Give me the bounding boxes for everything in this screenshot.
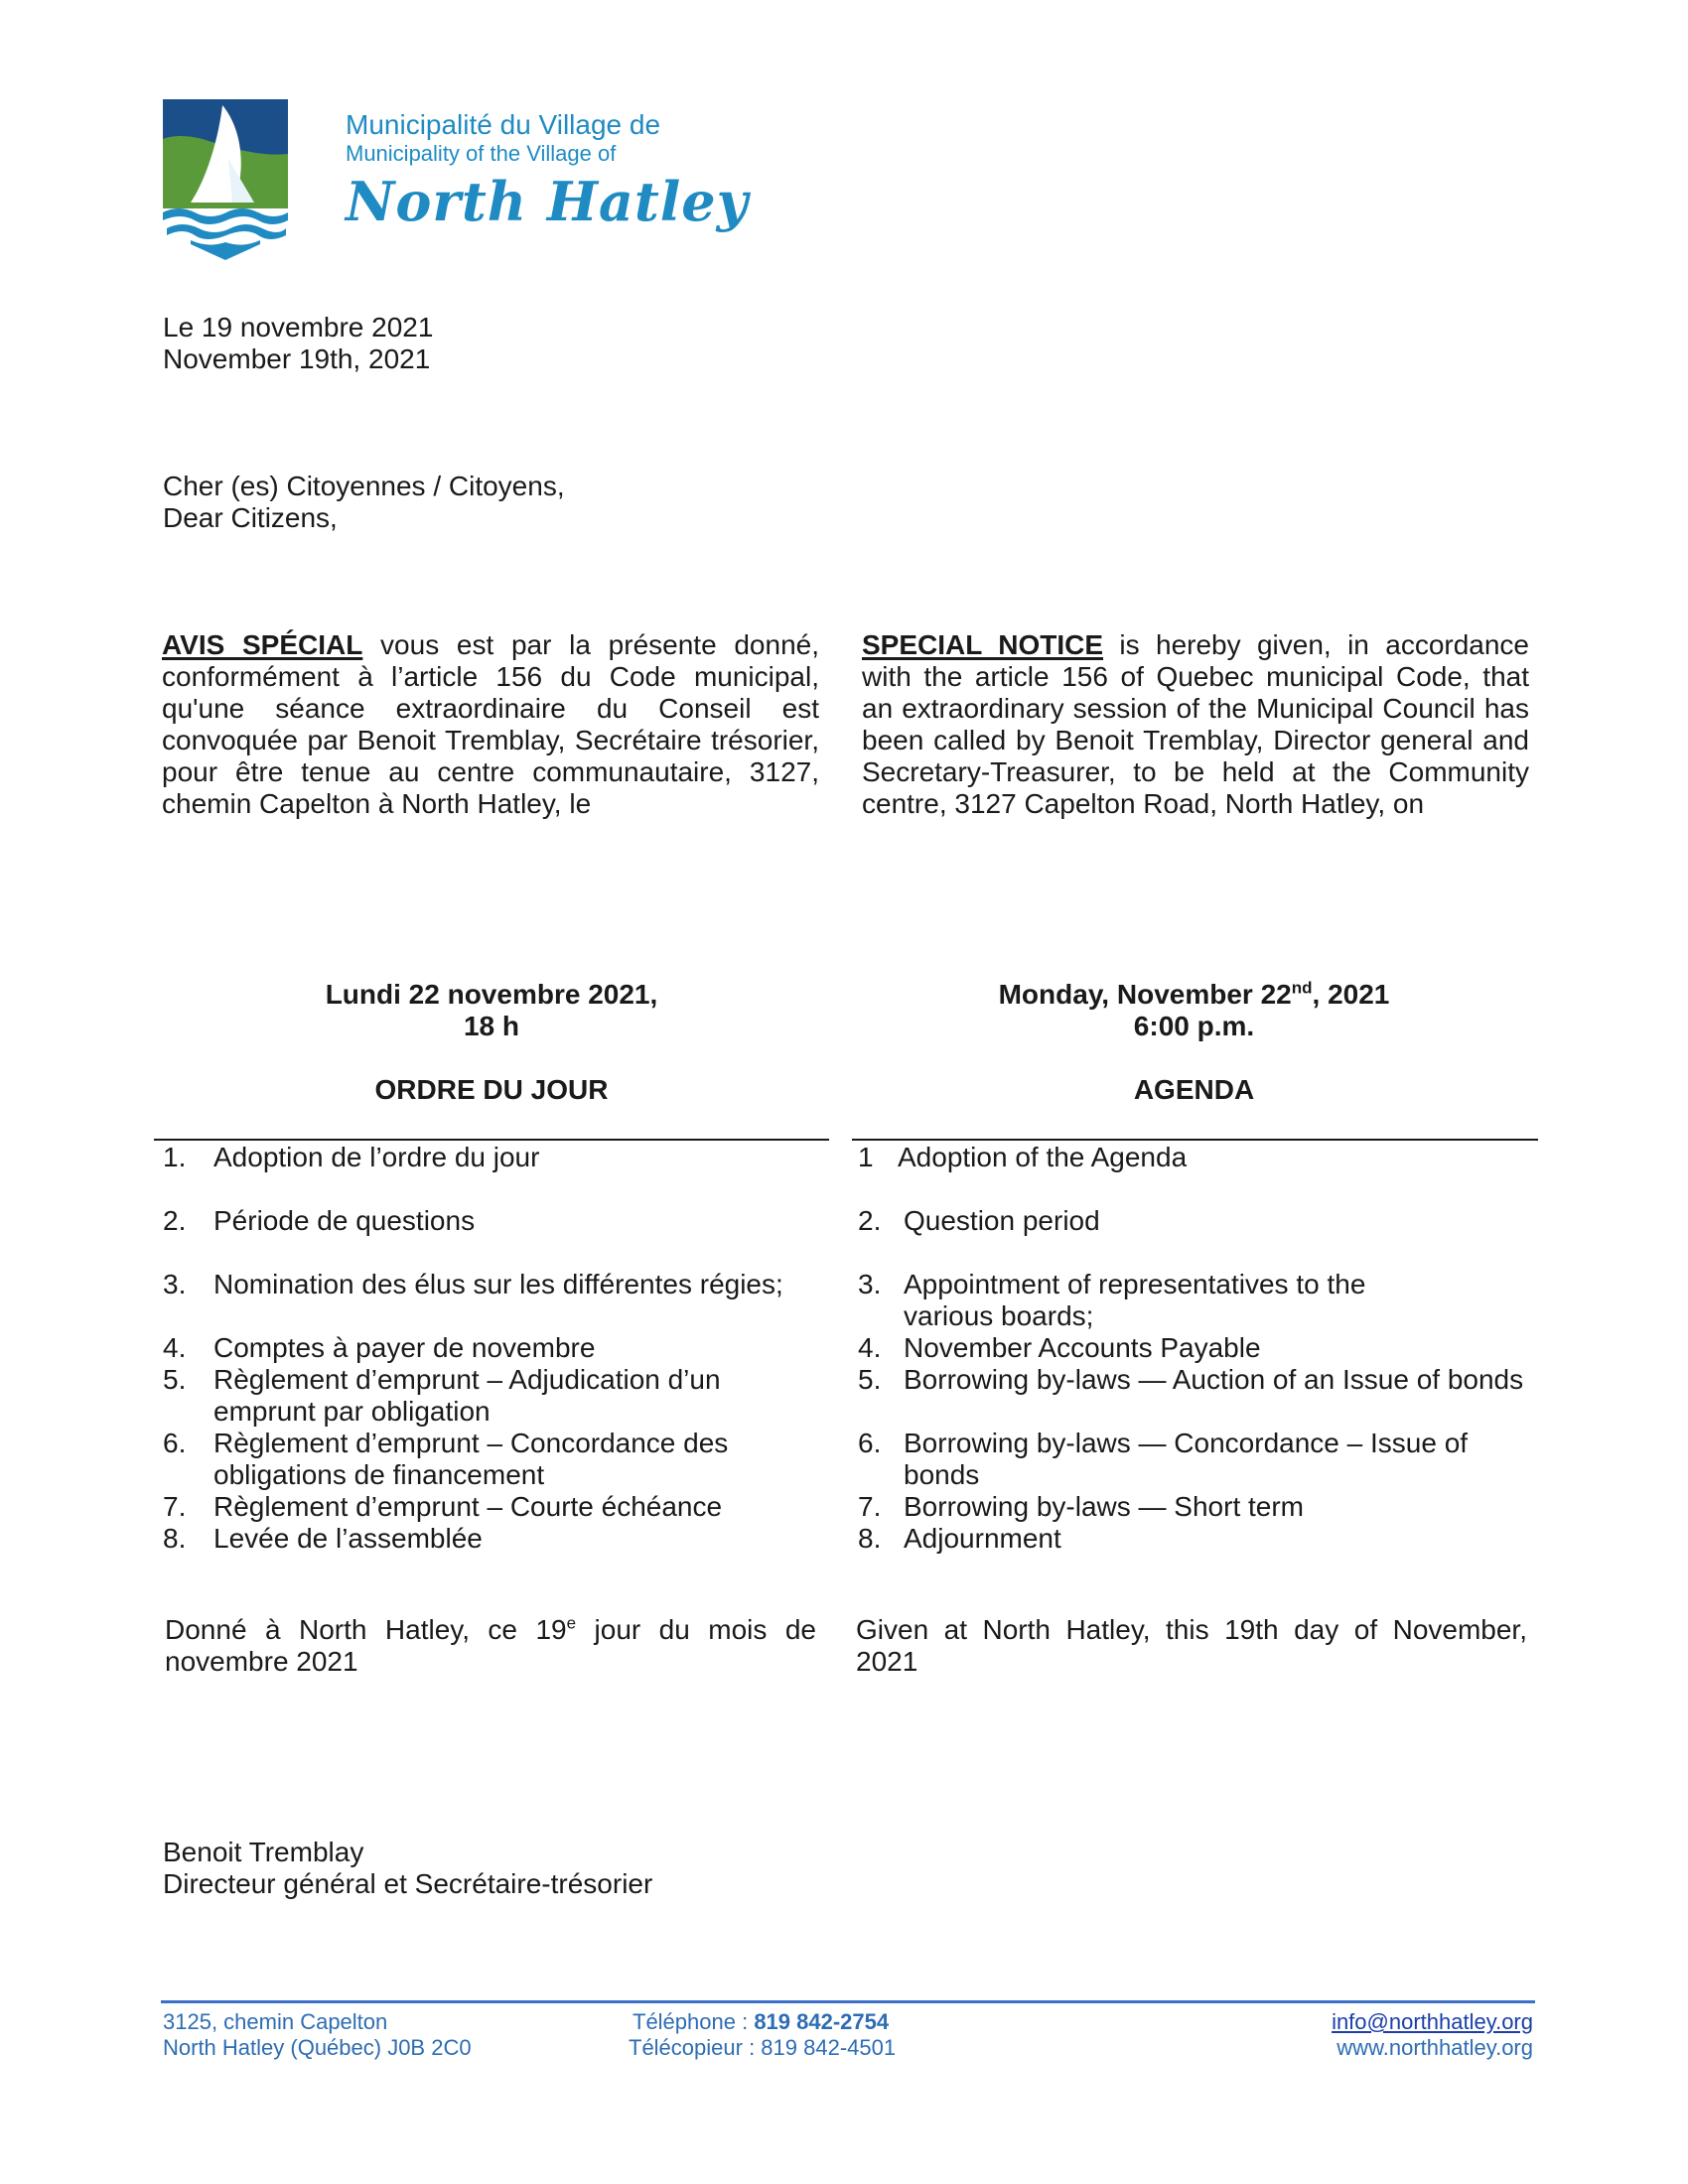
salutation-block	[163, 471, 565, 534]
signatory-name: Benoit Tremblay	[163, 1837, 364, 1867]
agenda-rule-en	[852, 1139, 1538, 1141]
agenda-item-fr: 7. Règlement d’emprunt – Courte échéance	[163, 1491, 723, 1522]
agenda-item-fr: 6. Règlement d’emprunt – Concordance des obligations de financement	[163, 1428, 729, 1490]
agenda-item-fr: 2. Période de questions	[163, 1205, 476, 1236]
date-en: November 19th, 2021	[163, 343, 431, 374]
date-fr: Le 19 novembre 2021	[163, 312, 434, 342]
footer-address	[163, 2009, 472, 2061]
meeting-date-fr: Lundi 22 novembre 2021,	[325, 979, 658, 1010]
salutation-fr: Cher (es) Citoyennes / Citoyens,	[163, 471, 565, 501]
agenda-heading-fr: ORDRE DU JOUR	[374, 1074, 609, 1105]
agenda-item-fr: 8. Levée de l’assemblée	[163, 1523, 483, 1554]
salutation-en: Dear Citizens,	[163, 502, 338, 533]
signature-block	[163, 1837, 652, 1900]
agenda-list-en	[858, 1142, 1533, 1555]
given-at-en: Given at North Hatley, this 19th day of November, 2021	[856, 1614, 1527, 1677]
letterhead-line-en: Municipality of the Village of	[346, 141, 617, 166]
notice-lead-fr: AVIS SPÉCIAL	[162, 629, 363, 660]
letterhead-line-fr: Municipalité du Village de	[346, 109, 661, 140]
footer-contact	[629, 2009, 896, 2061]
meeting-date-en: Monday, November 22nd, 2021	[998, 978, 1390, 1010]
footer-address-line1: 3125, chemin Capelton	[163, 2009, 388, 2034]
agenda-rule-fr	[154, 1139, 829, 1141]
agenda-item-en: 4. November Accounts Payable	[858, 1332, 1261, 1363]
footer-phone: Téléphone : 819 842-2754	[633, 2009, 890, 2034]
village-logo	[163, 99, 288, 260]
agenda-item-en: 2. Question period	[858, 1205, 1100, 1236]
given-at-fr: Donné à North Hatley, ce 19e jour du mois de novembre 2021	[165, 1613, 816, 1677]
footer-email-link[interactable]: info@northhatley.org	[1332, 2009, 1533, 2034]
agenda-item-en: 8. Adjournment	[858, 1523, 1061, 1554]
agenda-item-fr: 1. Adoption de l’ordre du jour	[163, 1142, 540, 1172]
footer-website: www.northhatley.org	[1336, 2035, 1533, 2060]
agenda-item-fr: 5. Règlement d’emprunt – Adjudication d’un emprunt par obligation	[163, 1364, 721, 1427]
meeting-time-fr: 18 h	[463, 1011, 520, 1041]
meeting-info-fr	[154, 979, 829, 1106]
date-block	[163, 312, 433, 375]
notice-body-fr: vous est par la présente donné, conformément à l’article 156 du Code municipal, qu'une séance extraordinaire du Conseil est convoquée par Benoit Tremblay, Secrétaire trésorier, pour être tenue au centre communautaire, 3127, chemin Capelton à North Hatley, le	[162, 629, 819, 819]
footer-fax: Télécopieur : 819 842-4501	[629, 2035, 897, 2060]
agenda-heading-en: AGENDA	[1133, 1074, 1255, 1105]
meeting-info-en	[854, 979, 1534, 1106]
agenda-item-en: 6. Borrowing by-laws — Concordance – Issue of bonds	[858, 1428, 1469, 1490]
meeting-time-en: 6:00 p.m.	[1133, 1011, 1255, 1041]
footer-address-line2: North Hatley (Québec) J0B 2C0	[163, 2035, 472, 2060]
notice-body-en: is hereby given, in accordance with the article 156 of Quebec municipal Code, that an extraordinary session of the Municipal Council has been called by Benoit Tremblay, Director general and Secretary-Treasurer, to be held at the Community centre, 3127 Capelton Road, North Hatley, on	[862, 629, 1530, 819]
agenda-item-en: 7. Borrowing by-laws — Short term	[858, 1491, 1305, 1522]
agenda-item-en: 5. Borrowing by-laws — Auction of an Issue of bonds	[858, 1364, 1524, 1395]
agenda-item-fr: 3. Nomination des élus sur les différentes régies;	[163, 1269, 783, 1299]
agenda-item-en: 3. Appointment of representatives to the various boards;	[858, 1269, 1366, 1331]
letterhead-municipality-name: North Hatley	[346, 170, 750, 233]
agenda-list-fr	[163, 1142, 818, 1555]
notice-paragraph-en	[862, 629, 1529, 820]
footer-rule	[161, 2000, 1535, 2003]
agenda-item-en: 1 Adoption of the Agenda	[858, 1142, 1188, 1172]
agenda-item-fr: 4. Comptes à payer de novembre	[163, 1332, 596, 1363]
notice-paragraph-fr	[162, 629, 819, 820]
signatory-title: Directeur général et Secrétaire-trésorier	[163, 1868, 653, 1899]
footer-web	[1332, 2009, 1533, 2061]
notice-lead-en: SPECIAL NOTICE	[862, 629, 1104, 660]
